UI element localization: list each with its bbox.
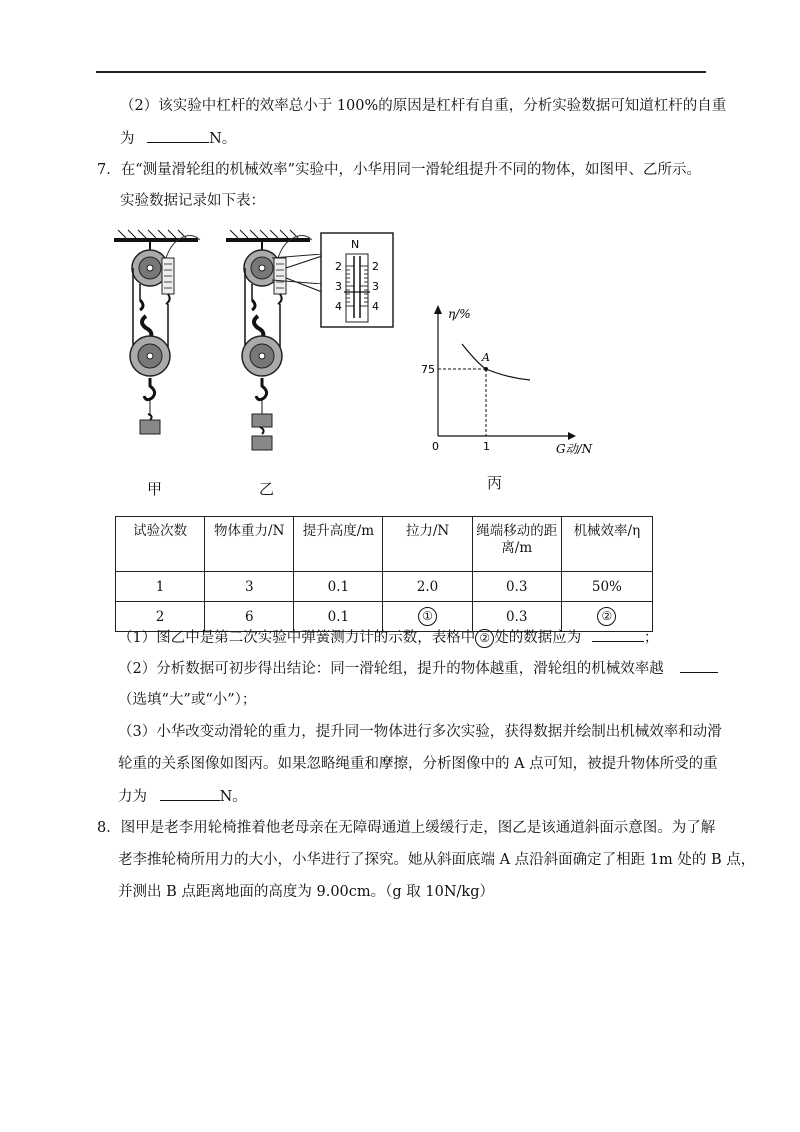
q7-sub3-line1: （3）小华改变动滑轮的重力，提升同一物体进行多次实验，获得数据并绘制出机械效率和动滑 [118,724,722,740]
header-distance: 绳端移动的距离/m [472,517,561,572]
point-a [484,367,488,371]
table-cell: 3 [205,572,294,602]
scale-tick-left-2: 2 [335,260,342,273]
q7-sub3-suffix: N。 [219,789,247,805]
graph-y-label: η/% [448,307,471,321]
scale-unit: N [351,238,360,251]
figure-label-jia: 甲 [147,480,163,498]
q6-suffix: N。 [209,131,237,147]
q6-prefix: 为 [120,131,135,147]
q8-line2: 老李推轮椅所用力的大小，小华进行了探究。她从斜面底端 A 点沿斜面确定了相距 1m 处的 B 点， [118,852,756,868]
table-cell: 2 [116,602,205,632]
q8-line1: 8．图甲是老李用轮椅推着他老母亲在无障碍通道上缓缓行走，图乙是该通道斜面示意图。为了解 [97,820,716,836]
table-cell: 50% [561,572,652,602]
graph-point-label: A [482,351,490,364]
pulley-figure-jia [112,228,212,440]
efficiency-graph-bing [418,300,608,460]
q7-table-intro: 实验数据记录如下表： [120,193,265,209]
spring-scale-reading [320,232,394,328]
q7-sub3-prefix: 力为 [118,789,147,805]
q7-sub2-text-a: （2）分析数据可初步得出结论：同一滑轮组，提升的物体越重，滑轮组的机械效率越 [118,661,664,677]
scale-tick-left-3: 3 [335,280,342,293]
table-cell: 2.0 [383,572,472,602]
efficiency-curve [462,344,530,380]
q7-sub1-text-a: （1）图乙中是第二次实验中弹簧测力计的示数，表格中 [118,630,476,646]
q7-sub2-answer-blank[interactable] [680,658,718,673]
circled-number-1: ① [418,607,437,626]
table-cell: 1 [116,572,205,602]
table-cell: 0.1 [294,602,383,632]
circled-number-2: ② [597,607,616,626]
q7-sub3-line2: 轮重的关系图像如图丙。如果忽略绳重和摩擦，分析图像中的 A 点可知，被提升物体所受的重 [118,756,718,772]
q7-sub1-end: ； [643,630,659,646]
q6-answer-line [120,128,236,149]
header-pull: 拉力/N [383,517,472,572]
q6-part2-text: （2）该实验中杠杆的效率总小于 100%的原因是杠杆有自重，分析实验数据可知道杠杆的自重 [120,98,727,114]
header-efficiency: 机械效率/η [561,517,652,572]
graph-x-label: G动/N [556,442,593,456]
table-row [116,572,653,602]
q7-sub2 [118,658,718,679]
scale-tick-left-4: 4 [335,300,342,313]
table-header-row [116,517,653,572]
header-height: 提升高度/m [294,517,383,572]
graph-y-tick: 75 [421,363,435,376]
q7-sub3-line3 [118,786,247,807]
scale-tick-right-3: 3 [372,280,379,293]
graph-origin: 0 [432,440,439,453]
experiment-data-table [115,516,653,632]
q7-sub1-circled-2: ② [475,629,494,648]
zoom-callout-lines [272,254,324,284]
q7-sub1-answer-blank[interactable] [592,627,644,642]
graph-x-tick: 1 [483,440,490,453]
table-cell: 6 [205,602,294,632]
table-cell: 0.3 [472,572,561,602]
q6-answer-blank[interactable] [147,128,209,143]
figure-label-yi: 乙 [259,480,275,498]
header-rule [96,71,706,73]
header-trial: 试验次数 [116,517,205,572]
q7-sub2-hint: （选填“大”或“小”）； [118,692,257,708]
table-cell: 0.3 [472,602,561,632]
figure-label-bing: 丙 [487,474,503,492]
scale-tick-right-2: 2 [372,260,379,273]
q7-sub3-answer-blank[interactable] [160,786,220,801]
q7-stem: 7．在“测量滑轮组的机械效率”实验中，小华用同一滑轮组提升不同的物体，如图甲、乙所示。 [97,162,702,178]
scale-tick-right-4: 4 [372,300,379,313]
q8-line3: 并测出 B 点距离地面的高度为 9.00cm。（g 取 10N/kg） [118,884,494,900]
q7-sub1 [118,627,658,648]
header-weight: 物体重力/N [205,517,294,572]
table-cell: 0.1 [294,572,383,602]
q7-sub1-text-b: 处的数据应为 [494,630,582,646]
